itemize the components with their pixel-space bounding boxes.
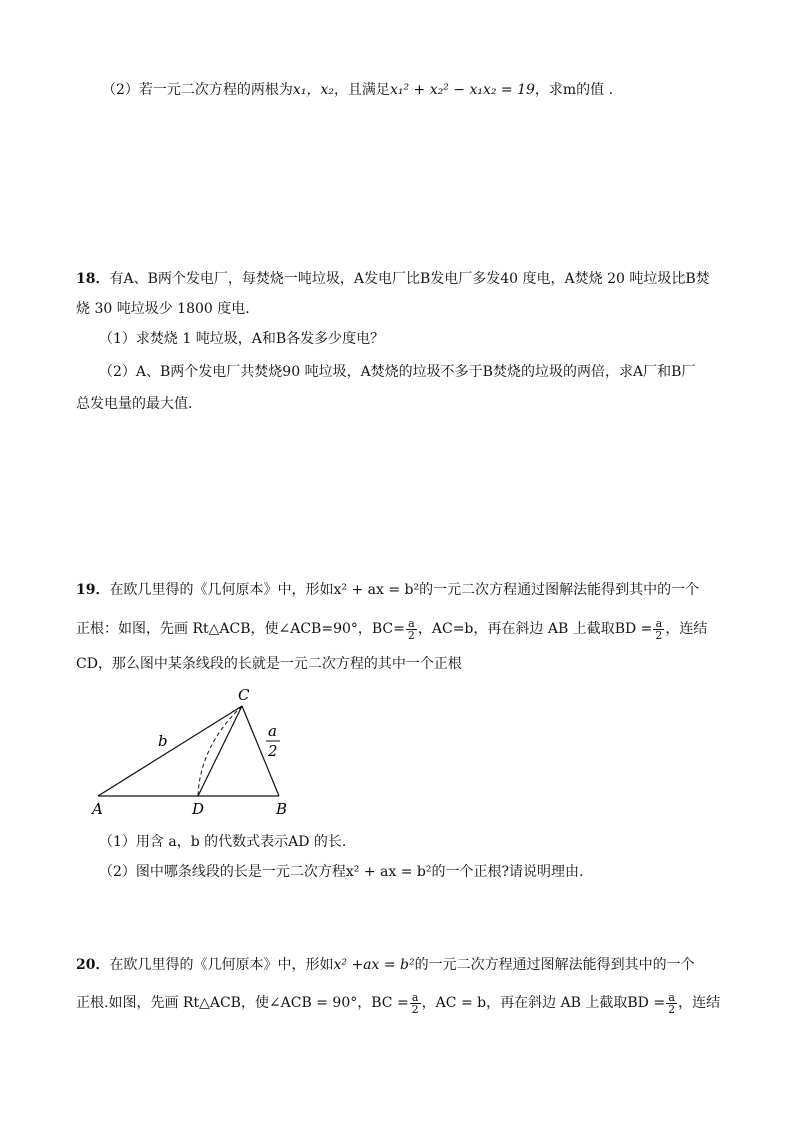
q18-part2-line2: 总发电量的最大值. (76, 396, 193, 412)
q20-frac-bc: $\frac{a}{2}$ (411, 990, 419, 1016)
q20-line2-c: ，连结 (678, 995, 721, 1011)
label-side-b: b (158, 732, 168, 750)
label-frac-a: a (268, 722, 277, 740)
q20-line2-b: ，AC = b，再在斜边 AB 上截取BD = (421, 995, 666, 1011)
q17-part2-suffix: ，求m的值 . (534, 82, 614, 98)
q18-part2-line1: （2）A、B两个发电厂共焚烧90 吨垃圾，A焚烧的垃圾不多于B焚烧的垃圾的两倍，求A厂和B厂 (99, 364, 696, 380)
q19-line2-c: ，连结 (665, 621, 708, 637)
q17-part2-mid: ，且满足 (333, 82, 390, 98)
triangle-figure (92, 686, 312, 821)
q19-number: 19． (76, 582, 110, 598)
q19-part2-eq: x² + ax = b² (345, 864, 432, 880)
q20-line1-b: 的一元二次方程通过图解法能得到其中的一个 (414, 957, 695, 973)
q18-line1 (76, 269, 710, 289)
q20-line1-a: 在欧几里得的《几何原本》中，形如 (109, 957, 334, 973)
q18-line2: 烧 30 吨垃圾少 1800 度电. (76, 301, 250, 317)
q20-line2 (76, 990, 720, 1016)
q19-part2-b: 的一个正根?请说明理由. (431, 864, 584, 880)
q17-part2-prefix: （2）若一元二次方程的两根为 (102, 82, 293, 98)
q18-number: 18． (76, 271, 110, 287)
q20-number: 20． (76, 957, 110, 973)
q19-line1-eq: x² + ax = b² (333, 582, 420, 598)
triangle-svg (92, 686, 312, 821)
label-frac-2: 2 (268, 742, 278, 760)
q19-frac-bd: $\frac{a}{2}$ (655, 616, 663, 642)
q17-part2 (102, 80, 613, 100)
q19-line1 (76, 580, 699, 600)
q19-line1-a: 在欧几里得的《几何原本》中，形如 (109, 582, 334, 598)
label-c-vertex: C (238, 686, 250, 704)
q20-line1-eq: x² +ax = b² (333, 957, 415, 973)
q19-part2-a: （2）图中哪条线段的长是一元二次方程 (99, 864, 346, 880)
label-a-vertex: A (92, 800, 103, 818)
q19-part1: （1）用含 a，b 的代数式表示AD 的长. (99, 834, 347, 850)
q20-line2-a: 正根.如图，先画 Rt△ACB，使∠ACB = 90°，BC = (76, 995, 409, 1011)
q19-part2 (99, 862, 583, 882)
q19-line1-b: 的一元二次方程通过图解法能得到其中的一个 (419, 582, 700, 598)
label-b-vertex: B (276, 800, 288, 818)
q19-frac-bc: $\frac{a}{2}$ (407, 616, 415, 642)
q19-line2 (76, 616, 707, 642)
q18-line1-text: 有A、B两个发电厂，每焚烧一吨垃圾，A发电厂比B发电厂多发40 度电，A焚烧 20 吨垃圾比B焚 (109, 271, 710, 287)
q20-frac-bd: $\frac{a}{2}$ (668, 990, 676, 1016)
q19-line3: CD，那么图中某条线段的长就是一元二次方程的其中一个正根 (76, 656, 462, 672)
q20-line1 (76, 955, 695, 975)
q17-part2-equation: x₁² + x₂² − x₁x₂ = 19 (389, 82, 535, 98)
q17-part2-vars: x₁，x₂ (292, 82, 334, 98)
q19-line2-b: ，AC=b，再在斜边 AB 上截取BD = (417, 621, 653, 637)
q19-line2-a: 正根：如图，先画 Rt△ACB，使∠ACB=90°，BC= (76, 621, 405, 637)
label-d-vertex: D (192, 800, 205, 818)
q18-part1: （1）求焚烧 1 吨垃圾，A和B各发多少度电？ (99, 331, 385, 347)
